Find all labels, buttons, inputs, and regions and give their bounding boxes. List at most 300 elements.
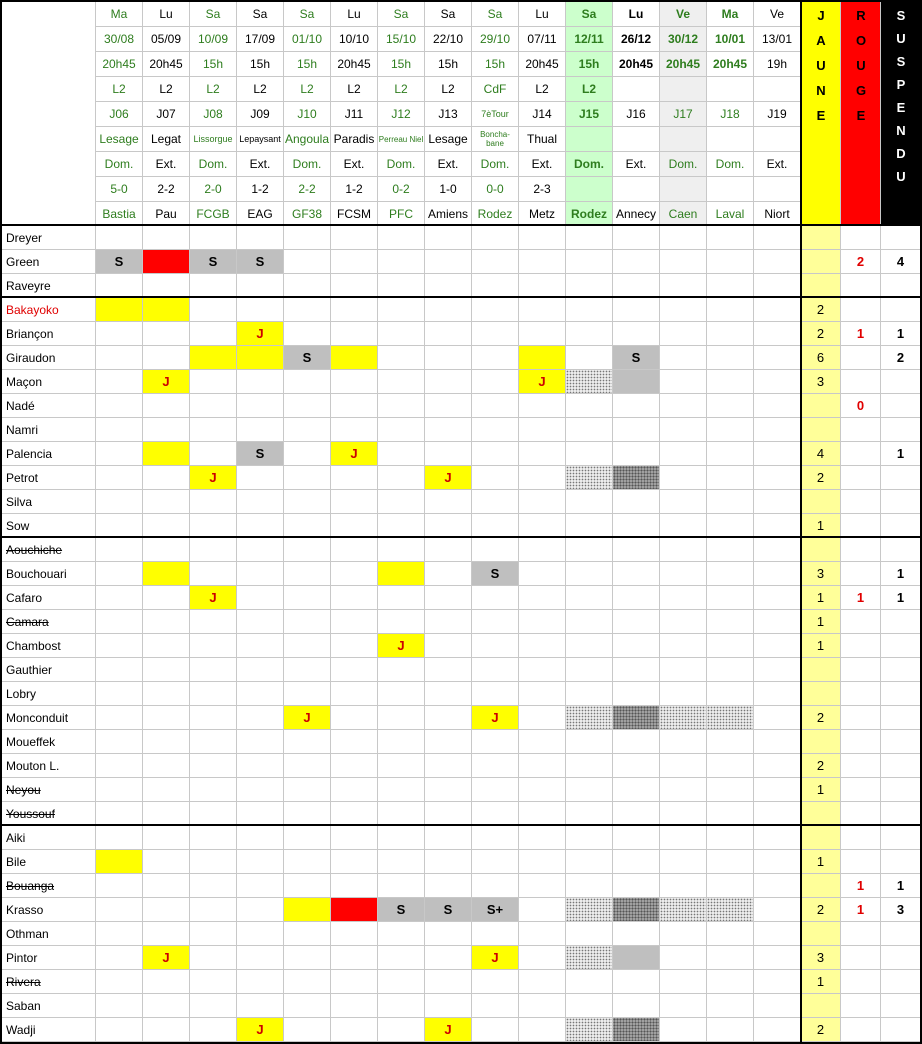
match-venue-2 — [190, 152, 237, 177]
match-cell — [143, 658, 190, 682]
match-cell — [660, 874, 707, 898]
suspendu-count — [881, 706, 921, 730]
match-cell — [566, 850, 613, 874]
player-name: Mouton L. — [2, 754, 96, 778]
match-cell — [566, 730, 613, 754]
match-time-9 — [519, 52, 566, 77]
match-cell — [96, 994, 143, 1018]
match-cell — [566, 898, 613, 922]
rouge-count: 1 — [841, 898, 881, 922]
match-comp-text: CdF — [483, 82, 507, 96]
match-cell — [425, 538, 472, 562]
rouge-count — [841, 346, 881, 370]
match-day-1 — [143, 2, 190, 27]
suspendu-count — [881, 610, 921, 634]
match-cell — [519, 298, 566, 322]
rouge-count — [841, 418, 881, 442]
match-cell — [519, 370, 566, 394]
suspendu-header-text: SUSPENDU — [893, 8, 909, 192]
jaune-count: 2 — [801, 466, 841, 490]
match-cell — [190, 730, 237, 754]
match-cell — [425, 442, 472, 466]
match-cell — [519, 874, 566, 898]
match-time-7 — [425, 52, 472, 77]
match-cell — [707, 322, 754, 346]
rouge-count — [841, 514, 881, 538]
card-mark: S — [208, 254, 218, 269]
rouge-count — [841, 274, 881, 298]
match-cell — [613, 730, 660, 754]
player-name: Neyou — [2, 778, 96, 802]
match-cell — [519, 754, 566, 778]
match-cell — [378, 994, 425, 1018]
match-time-text: 15h — [437, 57, 459, 71]
player-name: Briançon — [2, 322, 96, 346]
suspendu-count: 1 — [881, 562, 921, 586]
match-cell — [284, 562, 331, 586]
match-cell — [331, 490, 378, 514]
match-cell — [519, 898, 566, 922]
match-cell — [566, 874, 613, 898]
match-cell — [566, 418, 613, 442]
match-cell — [378, 418, 425, 442]
match-cell — [660, 538, 707, 562]
match-cell — [519, 442, 566, 466]
match-cell — [519, 274, 566, 298]
match-time-3 — [237, 52, 284, 77]
match-cell — [519, 418, 566, 442]
match-cell — [331, 658, 378, 682]
match-cell — [331, 898, 378, 922]
match-cell — [425, 658, 472, 682]
match-round-text: J06 — [109, 107, 129, 121]
match-cell — [566, 226, 613, 250]
match-cell — [707, 1018, 754, 1042]
match-venue-1 — [143, 152, 190, 177]
match-venue-14 — [754, 152, 801, 177]
match-cell — [378, 1018, 425, 1042]
match-cell — [284, 730, 331, 754]
match-cell — [96, 586, 143, 610]
match-ref-12 — [660, 127, 707, 152]
match-cell — [331, 922, 378, 946]
match-comp-text: L2 — [206, 82, 220, 96]
match-cell — [472, 778, 519, 802]
match-cell — [331, 442, 378, 466]
match-score-text: 2-2 — [157, 182, 175, 196]
match-opponent-13 — [707, 202, 754, 226]
match-cell — [190, 274, 237, 298]
match-date-text: 29/10 — [479, 32, 511, 46]
match-cell — [143, 226, 190, 250]
match-cell — [707, 874, 754, 898]
player-name: Chambost — [2, 634, 96, 658]
match-date-3 — [237, 27, 284, 52]
match-cell — [96, 850, 143, 874]
match-cell — [143, 298, 190, 322]
match-cell — [519, 706, 566, 730]
match-comp-text: L2 — [394, 82, 408, 96]
match-cell — [143, 466, 190, 490]
match-cell — [378, 946, 425, 970]
match-cell — [425, 802, 472, 826]
match-ref-7 — [425, 127, 472, 152]
match-cell — [96, 418, 143, 442]
match-score-text: 0-0 — [486, 182, 504, 196]
match-comp-11 — [613, 77, 660, 102]
player-name: Palencia — [2, 442, 96, 466]
match-cell — [472, 370, 519, 394]
match-cell — [660, 418, 707, 442]
match-cell — [566, 322, 613, 346]
match-cell — [237, 874, 284, 898]
match-round-text: J08 — [203, 107, 223, 121]
suspendu-count — [881, 826, 921, 850]
card-mark: S — [631, 350, 641, 365]
match-cell — [707, 946, 754, 970]
match-opponent-9 — [519, 202, 566, 226]
match-cell — [707, 658, 754, 682]
match-venue-4 — [284, 152, 331, 177]
match-cell — [754, 898, 801, 922]
match-cell — [190, 994, 237, 1018]
suspendu-count: 2 — [881, 346, 921, 370]
player-name: Giraudon — [2, 346, 96, 370]
match-cell — [378, 802, 425, 826]
rouge-count — [841, 730, 881, 754]
match-cell — [190, 754, 237, 778]
match-venue-9 — [519, 152, 566, 177]
match-opponent-4 — [284, 202, 331, 226]
match-cell — [613, 394, 660, 418]
match-cell — [566, 754, 613, 778]
match-cell — [331, 346, 378, 370]
match-cell — [472, 250, 519, 274]
match-score-12 — [660, 177, 707, 202]
rouge-count: 0 — [841, 394, 881, 418]
match-cell — [660, 754, 707, 778]
match-cell — [96, 562, 143, 586]
match-cell — [143, 730, 190, 754]
match-venue-text: Dom. — [480, 157, 510, 171]
match-time-0 — [96, 52, 143, 77]
match-cell — [472, 730, 519, 754]
jaune-count — [801, 802, 841, 826]
match-venue-12 — [660, 152, 707, 177]
match-cell — [143, 634, 190, 658]
match-comp-1 — [143, 77, 190, 102]
match-cell — [378, 586, 425, 610]
match-ref-0 — [96, 127, 143, 152]
match-cell — [331, 634, 378, 658]
match-cell — [284, 538, 331, 562]
match-cell — [143, 322, 190, 346]
match-cell — [707, 226, 754, 250]
match-cell — [613, 418, 660, 442]
match-time-13 — [707, 52, 754, 77]
match-round-11 — [613, 102, 660, 127]
match-cell — [96, 394, 143, 418]
match-date-6 — [378, 27, 425, 52]
match-cell — [237, 490, 284, 514]
match-cell — [378, 850, 425, 874]
jaune-count — [801, 418, 841, 442]
match-venue-text: Ext. — [766, 157, 788, 171]
match-round-text: J19 — [767, 107, 787, 121]
match-round-text: J16 — [626, 107, 646, 121]
match-cell — [425, 466, 472, 490]
match-ref-1 — [143, 127, 190, 152]
match-cell — [331, 538, 378, 562]
match-time-text: 20h45 — [665, 57, 701, 71]
match-cell — [566, 490, 613, 514]
match-opponent-text: FCGB — [196, 206, 230, 221]
match-cell — [96, 250, 143, 274]
card-mark: J — [209, 470, 217, 485]
card-mark: J — [491, 710, 499, 725]
match-cell — [519, 394, 566, 418]
match-ref-text: Perreau Niel — [378, 134, 424, 144]
match-cell — [190, 826, 237, 850]
rouge-count — [841, 490, 881, 514]
match-cell — [331, 322, 378, 346]
match-score-11 — [613, 177, 660, 202]
match-score-text: 1-2 — [251, 182, 269, 196]
match-cell — [519, 802, 566, 826]
match-cell — [378, 370, 425, 394]
match-opponent-text: Niort — [764, 206, 790, 221]
suspendu-count — [881, 730, 921, 754]
suspendu-count — [881, 466, 921, 490]
match-cell — [566, 466, 613, 490]
match-comp-text: L2 — [441, 82, 455, 96]
rouge-count — [841, 706, 881, 730]
match-cell — [378, 250, 425, 274]
match-cell — [754, 946, 801, 970]
match-cell — [519, 538, 566, 562]
match-date-text: 10/09 — [197, 32, 229, 46]
card-mark: S — [114, 254, 124, 269]
match-cell — [237, 634, 284, 658]
rouge-count — [841, 802, 881, 826]
suspendu-count — [881, 754, 921, 778]
match-cell — [707, 898, 754, 922]
match-cell — [284, 250, 331, 274]
match-cell — [96, 466, 143, 490]
match-cell — [378, 226, 425, 250]
match-cell — [331, 274, 378, 298]
match-venue-text: Dom. — [574, 157, 604, 171]
match-cell — [143, 538, 190, 562]
match-time-text: 20h45 — [618, 57, 654, 71]
match-comp-text: L2 — [159, 82, 173, 96]
match-cell — [284, 586, 331, 610]
match-date-5 — [331, 27, 378, 52]
suspendu-count — [881, 658, 921, 682]
match-date-8 — [472, 27, 519, 52]
match-round-1 — [143, 102, 190, 127]
match-ref-10 — [566, 127, 613, 152]
match-cell — [331, 706, 378, 730]
jaune-count — [801, 490, 841, 514]
player-name: Lobry — [2, 682, 96, 706]
match-cell — [425, 346, 472, 370]
match-cell — [143, 346, 190, 370]
match-cell — [331, 250, 378, 274]
match-score-text: 5-0 — [110, 182, 128, 196]
match-time-1 — [143, 52, 190, 77]
match-comp-text: L2 — [347, 82, 361, 96]
match-cell — [660, 394, 707, 418]
match-date-text: 30/12 — [667, 32, 699, 46]
match-cell — [237, 658, 284, 682]
match-cell — [284, 802, 331, 826]
match-round-14 — [754, 102, 801, 127]
match-date-text: 01/10 — [291, 32, 323, 46]
player-name: Silva — [2, 490, 96, 514]
match-cell — [613, 298, 660, 322]
jaune-count — [801, 994, 841, 1018]
match-cell — [378, 706, 425, 730]
match-round-text: J15 — [578, 107, 600, 121]
match-cell — [472, 994, 519, 1018]
header-corner — [2, 2, 96, 226]
match-ref-text: Paradis — [333, 132, 375, 146]
jaune-count: 3 — [801, 562, 841, 586]
section-divider — [0, 0, 922, 2]
match-opponent-text: EAG — [247, 206, 273, 221]
match-cell — [707, 442, 754, 466]
match-opponent-text: Pau — [155, 206, 177, 221]
match-ref-2 — [190, 127, 237, 152]
player-name: Green — [2, 250, 96, 274]
match-cell — [754, 226, 801, 250]
match-cell — [237, 298, 284, 322]
jaune-count: 1 — [801, 586, 841, 610]
card-mark: J — [162, 374, 170, 389]
match-cell — [143, 682, 190, 706]
match-opponent-text: Rodez — [477, 206, 513, 221]
match-cell — [284, 898, 331, 922]
match-cell — [613, 514, 660, 538]
jaune-count — [801, 226, 841, 250]
match-cell — [519, 994, 566, 1018]
match-opponent-text: GF38 — [291, 206, 322, 221]
match-cell — [472, 394, 519, 418]
jaune-count: 2 — [801, 706, 841, 730]
match-cell — [660, 442, 707, 466]
jaune-count: 3 — [801, 370, 841, 394]
match-day-text: Ma — [721, 7, 739, 21]
match-cell — [707, 514, 754, 538]
rouge-count — [841, 562, 881, 586]
rouge-count — [841, 370, 881, 394]
match-cell — [707, 634, 754, 658]
match-cell — [566, 346, 613, 370]
player-name: Bouchouari — [2, 562, 96, 586]
match-time-5 — [331, 52, 378, 77]
player-name: Petrot — [2, 466, 96, 490]
rouge-count — [841, 850, 881, 874]
match-score-2 — [190, 177, 237, 202]
suspendu-count: 3 — [881, 898, 921, 922]
match-round-text: J09 — [250, 107, 270, 121]
match-day-10 — [566, 2, 613, 27]
match-cell — [237, 754, 284, 778]
match-comp-14 — [754, 77, 801, 102]
match-cell — [613, 1018, 660, 1042]
match-cell — [472, 538, 519, 562]
suspendu-count — [881, 634, 921, 658]
match-cell — [237, 562, 284, 586]
match-time-2 — [190, 52, 237, 77]
jaune-count: 3 — [801, 946, 841, 970]
match-cell — [472, 490, 519, 514]
match-cell — [660, 274, 707, 298]
match-cell — [660, 946, 707, 970]
match-time-text: 20h45 — [525, 57, 559, 71]
match-cell — [472, 298, 519, 322]
match-cell — [566, 514, 613, 538]
match-cell — [425, 490, 472, 514]
match-cell — [472, 562, 519, 586]
match-cell — [190, 610, 237, 634]
card-mark: S — [302, 350, 312, 365]
match-cell — [472, 322, 519, 346]
card-mark: J — [538, 374, 546, 389]
match-ref-text: Thual — [526, 132, 558, 146]
column-divider — [0, 0, 2, 1044]
match-cell — [190, 874, 237, 898]
match-ref-5 — [331, 127, 378, 152]
match-cell — [754, 970, 801, 994]
match-cell — [519, 946, 566, 970]
suspendu-count: 1 — [881, 442, 921, 466]
match-date-text: 10/01 — [714, 32, 746, 46]
match-cell — [472, 346, 519, 370]
match-cell — [660, 490, 707, 514]
match-cell — [284, 226, 331, 250]
match-cell — [754, 1018, 801, 1042]
match-cell — [284, 442, 331, 466]
match-cell — [613, 946, 660, 970]
match-cell — [707, 586, 754, 610]
suspendu-header — [881, 2, 921, 226]
match-day-8 — [472, 2, 519, 27]
match-cell — [613, 346, 660, 370]
match-cell — [284, 322, 331, 346]
match-cell — [660, 346, 707, 370]
match-cell — [425, 754, 472, 778]
match-opponent-text: Rodez — [571, 206, 607, 221]
match-cell — [143, 610, 190, 634]
match-cell — [566, 994, 613, 1018]
match-time-text: 15h — [484, 57, 506, 71]
match-cell — [613, 898, 660, 922]
rouge-count — [841, 442, 881, 466]
match-score-text: 1-0 — [439, 182, 457, 196]
match-cell — [472, 850, 519, 874]
match-cell — [331, 298, 378, 322]
match-venue-5 — [331, 152, 378, 177]
match-cell — [754, 754, 801, 778]
match-cell — [284, 778, 331, 802]
match-cell — [472, 514, 519, 538]
match-round-text: J13 — [438, 107, 458, 121]
match-cell — [566, 970, 613, 994]
match-cell — [519, 922, 566, 946]
match-cell — [754, 874, 801, 898]
